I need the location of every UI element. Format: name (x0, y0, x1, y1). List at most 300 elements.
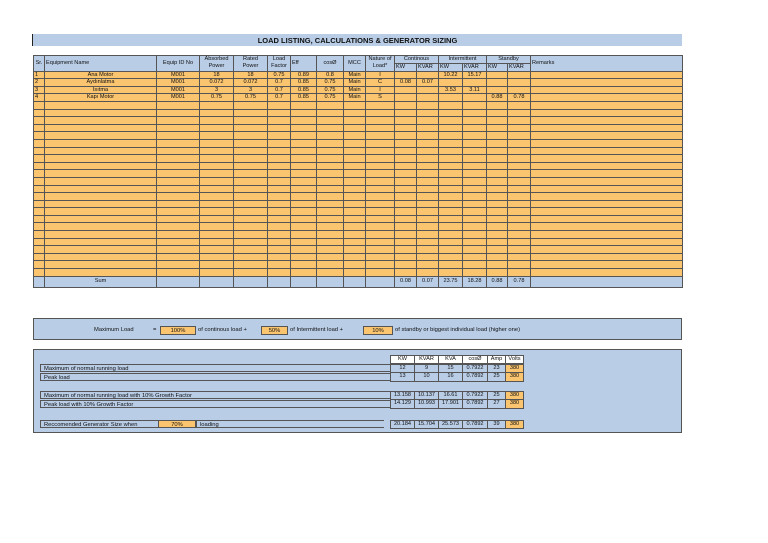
cell-int-kvar[interactable] (463, 215, 487, 223)
cell-cos[interactable] (317, 223, 344, 231)
cell-equipment-name[interactable] (45, 139, 157, 147)
cell-cont-kvar[interactable] (417, 86, 439, 94)
cell-int-kw[interactable] (439, 223, 463, 231)
cell-load-factor[interactable]: 0.75 (268, 71, 291, 79)
cell-nature[interactable]: I (366, 71, 395, 79)
cell-eff[interactable] (291, 162, 317, 170)
cell-cont-kvar[interactable] (417, 132, 439, 140)
cell-rated-power[interactable] (234, 200, 268, 208)
cell-int-kw[interactable] (439, 79, 463, 87)
cell-sb-kw[interactable] (487, 147, 508, 155)
cell-mcc[interactable] (344, 253, 366, 261)
cell-equip-id[interactable] (157, 261, 200, 269)
cell-absorbed-power[interactable] (200, 170, 234, 178)
cell-int-kw[interactable] (439, 147, 463, 155)
cell-absorbed-power[interactable] (200, 261, 234, 269)
cell-cont-kw[interactable] (395, 132, 417, 140)
cell-remarks[interactable] (531, 200, 683, 208)
cell-absorbed-power[interactable] (200, 238, 234, 246)
cell-absorbed-power[interactable] (200, 147, 234, 155)
cell-nature[interactable] (366, 170, 395, 178)
cell-sb-kvar[interactable] (508, 231, 531, 239)
cell-sb-kvar[interactable] (508, 253, 531, 261)
cell-remarks[interactable] (531, 261, 683, 269)
cell-sb-kvar[interactable] (508, 261, 531, 269)
cell-sb-kvar[interactable] (508, 86, 531, 94)
cell-absorbed-power[interactable] (200, 208, 234, 216)
cell-eff[interactable] (291, 139, 317, 147)
cell-load-factor[interactable] (268, 253, 291, 261)
cell-equip-id[interactable] (157, 253, 200, 261)
cell-cont-kw[interactable] (395, 162, 417, 170)
cell-remarks[interactable] (531, 132, 683, 140)
cell-equipment-name[interactable] (45, 261, 157, 269)
cell-cos[interactable]: 0.75 (317, 79, 344, 87)
cell-sb-kw[interactable] (487, 193, 508, 201)
cell-sb-kw[interactable]: 0.88 (487, 94, 508, 102)
cell-int-kw[interactable] (439, 162, 463, 170)
cell-cont-kw[interactable]: 0.08 (395, 79, 417, 87)
cell-equip-id[interactable]: M001 (157, 86, 200, 94)
cell-rated-power[interactable] (234, 223, 268, 231)
cell-absorbed-power[interactable] (200, 117, 234, 125)
cell-mcc[interactable] (344, 139, 366, 147)
cell-int-kvar[interactable] (463, 124, 487, 132)
cell-eff[interactable] (291, 269, 317, 277)
cell-cos[interactable] (317, 124, 344, 132)
cell-int-kvar[interactable] (463, 200, 487, 208)
cell-cont-kvar[interactable] (417, 71, 439, 79)
cell-load-factor[interactable] (268, 193, 291, 201)
cell-equipment-name[interactable] (45, 124, 157, 132)
cell-sr[interactable] (34, 238, 45, 246)
cell-equipment-name[interactable] (45, 132, 157, 140)
cell-cos[interactable] (317, 215, 344, 223)
cell-sb-kvar[interactable] (508, 185, 531, 193)
cell-eff[interactable]: 0.89 (291, 71, 317, 79)
cell-equipment-name[interactable] (45, 231, 157, 239)
cell-absorbed-power[interactable] (200, 269, 234, 277)
cell-cos[interactable] (317, 109, 344, 117)
cell-cont-kvar[interactable] (417, 177, 439, 185)
cell-sb-kvar[interactable] (508, 124, 531, 132)
cell-cont-kvar[interactable] (417, 155, 439, 163)
cell-cont-kw[interactable] (395, 170, 417, 178)
cell-sb-kw[interactable] (487, 200, 508, 208)
cell-sr[interactable] (34, 162, 45, 170)
cell-sr[interactable] (34, 208, 45, 216)
cell-cos[interactable] (317, 238, 344, 246)
cell-cos[interactable] (317, 162, 344, 170)
cell-nature[interactable] (366, 238, 395, 246)
cell-int-kvar[interactable] (463, 147, 487, 155)
cell-sr[interactable] (34, 101, 45, 109)
cell-int-kw[interactable] (439, 208, 463, 216)
cell-mcc[interactable] (344, 269, 366, 277)
cell-sb-kvar[interactable] (508, 193, 531, 201)
cell-sb-kvar[interactable] (508, 155, 531, 163)
cell-absorbed-power[interactable] (200, 109, 234, 117)
cell-cos[interactable]: 0.75 (317, 86, 344, 94)
cell-rated-power[interactable] (234, 177, 268, 185)
cell-nature[interactable] (366, 261, 395, 269)
cell-rated-power[interactable] (234, 132, 268, 140)
cell-equipment-name[interactable]: Kapı Motor (45, 94, 157, 102)
cell-equip-id[interactable] (157, 101, 200, 109)
cell-eff[interactable] (291, 124, 317, 132)
cell-sr[interactable] (34, 177, 45, 185)
cell-equip-id[interactable] (157, 139, 200, 147)
cell-sr[interactable] (34, 253, 45, 261)
cell-int-kvar[interactable]: 15.17 (463, 71, 487, 79)
cell-cont-kw[interactable] (395, 185, 417, 193)
cell-remarks[interactable] (531, 139, 683, 147)
cell-mcc[interactable] (344, 223, 366, 231)
cell-mcc[interactable] (344, 215, 366, 223)
cell-rated-power[interactable] (234, 238, 268, 246)
cell-eff[interactable] (291, 185, 317, 193)
cell-equipment-name[interactable] (45, 185, 157, 193)
cell-mcc[interactable] (344, 155, 366, 163)
cell-int-kw[interactable] (439, 269, 463, 277)
cell-sb-kw[interactable] (487, 132, 508, 140)
cell-cont-kvar[interactable] (417, 109, 439, 117)
cell-int-kw[interactable] (439, 177, 463, 185)
cell-equip-id[interactable] (157, 200, 200, 208)
cell-sb-kw[interactable] (487, 215, 508, 223)
cell-cont-kvar[interactable]: 0.07 (417, 79, 439, 87)
cell-equip-id[interactable] (157, 132, 200, 140)
cell-sr[interactable] (34, 231, 45, 239)
cell-absorbed-power[interactable] (200, 124, 234, 132)
cell-absorbed-power[interactable]: 18 (200, 71, 234, 79)
cell-int-kw[interactable] (439, 109, 463, 117)
cell-cont-kvar[interactable] (417, 238, 439, 246)
cell-cont-kw[interactable] (395, 231, 417, 239)
cell-mcc[interactable] (344, 132, 366, 140)
cell-int-kvar[interactable] (463, 101, 487, 109)
cell-load-factor[interactable] (268, 208, 291, 216)
cell-sr[interactable] (34, 193, 45, 201)
cell-eff[interactable] (291, 208, 317, 216)
cell-remarks[interactable] (531, 223, 683, 231)
standby-percent-input[interactable]: 10% (363, 326, 393, 335)
cell-rated-power[interactable] (234, 231, 268, 239)
cell-nature[interactable] (366, 109, 395, 117)
cell-equipment-name[interactable] (45, 193, 157, 201)
cell-nature[interactable] (366, 185, 395, 193)
cell-absorbed-power[interactable]: 0.75 (200, 94, 234, 102)
cell-absorbed-power[interactable] (200, 177, 234, 185)
cell-load-factor[interactable] (268, 117, 291, 125)
cell-sr[interactable] (34, 185, 45, 193)
cell-cont-kvar[interactable] (417, 269, 439, 277)
cell-eff[interactable] (291, 253, 317, 261)
cell-eff[interactable]: 0.85 (291, 86, 317, 94)
cell-eff[interactable] (291, 155, 317, 163)
cell-mcc[interactable] (344, 147, 366, 155)
cell-absorbed-power[interactable]: 3 (200, 86, 234, 94)
cell-remarks[interactable] (531, 269, 683, 277)
cell-eff[interactable]: 0.85 (291, 79, 317, 87)
cell-sr[interactable] (34, 215, 45, 223)
cell-sr[interactable] (34, 261, 45, 269)
cell-load-factor[interactable] (268, 238, 291, 246)
cell-sb-kw[interactable] (487, 162, 508, 170)
cell-cont-kvar[interactable] (417, 94, 439, 102)
cell-nature[interactable] (366, 200, 395, 208)
cell-sr[interactable] (34, 200, 45, 208)
cell-nature[interactable] (366, 177, 395, 185)
cell-eff[interactable] (291, 231, 317, 239)
cell-remarks[interactable] (531, 155, 683, 163)
cell-load-factor[interactable] (268, 147, 291, 155)
cell-int-kvar[interactable] (463, 139, 487, 147)
cell-load-factor[interactable]: 0.7 (268, 79, 291, 87)
cell-mcc[interactable] (344, 208, 366, 216)
cell-mcc[interactable] (344, 109, 366, 117)
cell-mcc[interactable] (344, 124, 366, 132)
cell-rated-power[interactable]: 18 (234, 71, 268, 79)
cell-mcc[interactable] (344, 185, 366, 193)
cell-load-factor[interactable] (268, 155, 291, 163)
cell-cos[interactable] (317, 139, 344, 147)
cell-cos[interactable] (317, 253, 344, 261)
cell-cont-kvar[interactable] (417, 124, 439, 132)
cell-rated-power[interactable] (234, 253, 268, 261)
cell-cont-kvar[interactable] (417, 223, 439, 231)
cell-sb-kw[interactable] (487, 71, 508, 79)
cell-cont-kw[interactable] (395, 109, 417, 117)
cell-cos[interactable] (317, 231, 344, 239)
cell-cos[interactable] (317, 269, 344, 277)
cell-cont-kw[interactable] (395, 101, 417, 109)
cell-eff[interactable] (291, 193, 317, 201)
cell-cos[interactable]: 0.8 (317, 71, 344, 79)
cell-rated-power[interactable] (234, 109, 268, 117)
cell-load-factor[interactable] (268, 124, 291, 132)
cell-cont-kw[interactable] (395, 86, 417, 94)
cell-cont-kw[interactable] (395, 71, 417, 79)
cell-sr[interactable] (34, 139, 45, 147)
intermittent-percent-input[interactable]: 50% (261, 326, 288, 335)
cell-int-kw[interactable]: 3.53 (439, 86, 463, 94)
cell-nature[interactable] (366, 117, 395, 125)
cell-cont-kw[interactable] (395, 208, 417, 216)
cell-load-factor[interactable] (268, 223, 291, 231)
cell-absorbed-power[interactable] (200, 132, 234, 140)
cell-remarks[interactable] (531, 193, 683, 201)
cell-int-kvar[interactable] (463, 177, 487, 185)
cell-int-kvar[interactable] (463, 223, 487, 231)
cell-int-kw[interactable] (439, 193, 463, 201)
cell-equipment-name[interactable] (45, 246, 157, 254)
cell-cos[interactable] (317, 155, 344, 163)
cell-absorbed-power[interactable] (200, 139, 234, 147)
cell-equip-id[interactable]: M001 (157, 79, 200, 87)
cell-cont-kvar[interactable] (417, 185, 439, 193)
cell-load-factor[interactable] (268, 162, 291, 170)
cell-cos[interactable] (317, 200, 344, 208)
cell-sb-kvar[interactable] (508, 79, 531, 87)
cell-sr[interactable]: 4 (34, 94, 45, 102)
cell-absorbed-power[interactable] (200, 101, 234, 109)
cell-mcc[interactable] (344, 261, 366, 269)
cell-equipment-name[interactable] (45, 200, 157, 208)
cell-sb-kvar[interactable] (508, 269, 531, 277)
cell-load-factor[interactable] (268, 170, 291, 178)
cell-int-kvar[interactable] (463, 109, 487, 117)
cell-equip-id[interactable] (157, 208, 200, 216)
cell-cont-kw[interactable] (395, 193, 417, 201)
cell-rated-power[interactable] (234, 162, 268, 170)
cell-cont-kw[interactable] (395, 155, 417, 163)
cell-nature[interactable] (366, 269, 395, 277)
cell-sb-kw[interactable] (487, 86, 508, 94)
cell-load-factor[interactable] (268, 109, 291, 117)
cell-absorbed-power[interactable] (200, 231, 234, 239)
cell-int-kvar[interactable] (463, 193, 487, 201)
cell-int-kw[interactable] (439, 124, 463, 132)
cell-int-kw[interactable] (439, 215, 463, 223)
cell-cos[interactable] (317, 147, 344, 155)
cell-sb-kw[interactable] (487, 223, 508, 231)
cell-remarks[interactable] (531, 231, 683, 239)
cell-int-kvar[interactable] (463, 79, 487, 87)
cell-equipment-name[interactable] (45, 269, 157, 277)
cell-int-kw[interactable] (439, 261, 463, 269)
cell-remarks[interactable] (531, 147, 683, 155)
cell-equip-id[interactable] (157, 177, 200, 185)
cell-cont-kvar[interactable] (417, 246, 439, 254)
cell-cont-kw[interactable] (395, 215, 417, 223)
cell-cos[interactable] (317, 246, 344, 254)
cell-remarks[interactable] (531, 170, 683, 178)
cell-int-kw[interactable] (439, 101, 463, 109)
cell-rated-power[interactable] (234, 269, 268, 277)
cell-load-factor[interactable] (268, 215, 291, 223)
cell-absorbed-power[interactable] (200, 223, 234, 231)
cell-equipment-name[interactable]: Ana Motor (45, 71, 157, 79)
cell-mcc[interactable] (344, 170, 366, 178)
cell-nature[interactable] (366, 124, 395, 132)
cell-sr[interactable] (34, 269, 45, 277)
cell-int-kvar[interactable] (463, 246, 487, 254)
cell-rated-power[interactable] (234, 246, 268, 254)
cell-equipment-name[interactable] (45, 253, 157, 261)
cell-sb-kw[interactable] (487, 253, 508, 261)
cell-sr[interactable] (34, 246, 45, 254)
cell-cont-kw[interactable] (395, 147, 417, 155)
cell-load-factor[interactable] (268, 261, 291, 269)
cell-mcc[interactable] (344, 177, 366, 185)
cell-sr[interactable] (34, 132, 45, 140)
cell-nature[interactable] (366, 162, 395, 170)
cell-sr[interactable] (34, 170, 45, 178)
cell-cont-kvar[interactable] (417, 117, 439, 125)
cell-int-kw[interactable] (439, 117, 463, 125)
cell-sb-kw[interactable] (487, 79, 508, 87)
cell-sb-kw[interactable] (487, 231, 508, 239)
cell-sb-kvar[interactable] (508, 177, 531, 185)
cell-cont-kvar[interactable] (417, 231, 439, 239)
cell-sb-kw[interactable] (487, 185, 508, 193)
cell-sb-kw[interactable] (487, 101, 508, 109)
cell-eff[interactable] (291, 170, 317, 178)
cell-equipment-name[interactable]: Aydınlatma (45, 79, 157, 87)
cell-sr[interactable]: 1 (34, 71, 45, 79)
cell-cont-kw[interactable] (395, 269, 417, 277)
cell-load-factor[interactable] (268, 246, 291, 254)
cell-mcc[interactable]: Main (344, 94, 366, 102)
cell-sb-kw[interactable] (487, 208, 508, 216)
cell-eff[interactable] (291, 261, 317, 269)
cell-nature[interactable]: I (366, 86, 395, 94)
cell-sr[interactable] (34, 223, 45, 231)
cell-nature[interactable] (366, 208, 395, 216)
cell-int-kvar[interactable] (463, 261, 487, 269)
cell-rated-power[interactable] (234, 208, 268, 216)
cell-rated-power[interactable]: 3 (234, 86, 268, 94)
continous-percent-input[interactable]: 100% (160, 326, 196, 335)
cell-rated-power[interactable] (234, 185, 268, 193)
cell-cont-kw[interactable] (395, 261, 417, 269)
cell-mcc[interactable]: Main (344, 79, 366, 87)
cell-equipment-name[interactable] (45, 101, 157, 109)
cell-remarks[interactable] (531, 208, 683, 216)
cell-absorbed-power[interactable] (200, 246, 234, 254)
cell-equip-id[interactable] (157, 215, 200, 223)
cell-equipment-name[interactable] (45, 147, 157, 155)
cell-mcc[interactable] (344, 238, 366, 246)
cell-equip-id[interactable]: M001 (157, 71, 200, 79)
cell-equip-id[interactable] (157, 117, 200, 125)
cell-equipment-name[interactable] (45, 215, 157, 223)
cell-absorbed-power[interactable] (200, 253, 234, 261)
cell-sb-kvar[interactable] (508, 170, 531, 178)
cell-absorbed-power[interactable]: 0.072 (200, 79, 234, 87)
cell-int-kw[interactable] (439, 185, 463, 193)
cell-int-kvar[interactable] (463, 162, 487, 170)
cell-mcc[interactable]: Main (344, 71, 366, 79)
cell-sb-kvar[interactable] (508, 246, 531, 254)
cell-cont-kvar[interactable] (417, 162, 439, 170)
cell-int-kw[interactable] (439, 200, 463, 208)
cell-equip-id[interactable] (157, 147, 200, 155)
cell-equipment-name[interactable]: Isıtma (45, 86, 157, 94)
cell-int-kw[interactable] (439, 94, 463, 102)
cell-equip-id[interactable] (157, 269, 200, 277)
cell-int-kw[interactable] (439, 238, 463, 246)
cell-int-kw[interactable] (439, 170, 463, 178)
cell-eff[interactable] (291, 200, 317, 208)
cell-cont-kvar[interactable] (417, 101, 439, 109)
cell-sb-kw[interactable] (487, 155, 508, 163)
cell-int-kw[interactable] (439, 139, 463, 147)
cell-rated-power[interactable] (234, 117, 268, 125)
cell-int-kvar[interactable] (463, 231, 487, 239)
cell-sb-kvar[interactable] (508, 132, 531, 140)
cell-int-kw[interactable] (439, 132, 463, 140)
cell-int-kvar[interactable] (463, 185, 487, 193)
cell-remarks[interactable] (531, 238, 683, 246)
cell-equip-id[interactable] (157, 124, 200, 132)
cell-eff[interactable]: 0.85 (291, 94, 317, 102)
cell-equipment-name[interactable] (45, 109, 157, 117)
cell-mcc[interactable] (344, 162, 366, 170)
cell-sb-kvar[interactable] (508, 139, 531, 147)
cell-equip-id[interactable] (157, 170, 200, 178)
